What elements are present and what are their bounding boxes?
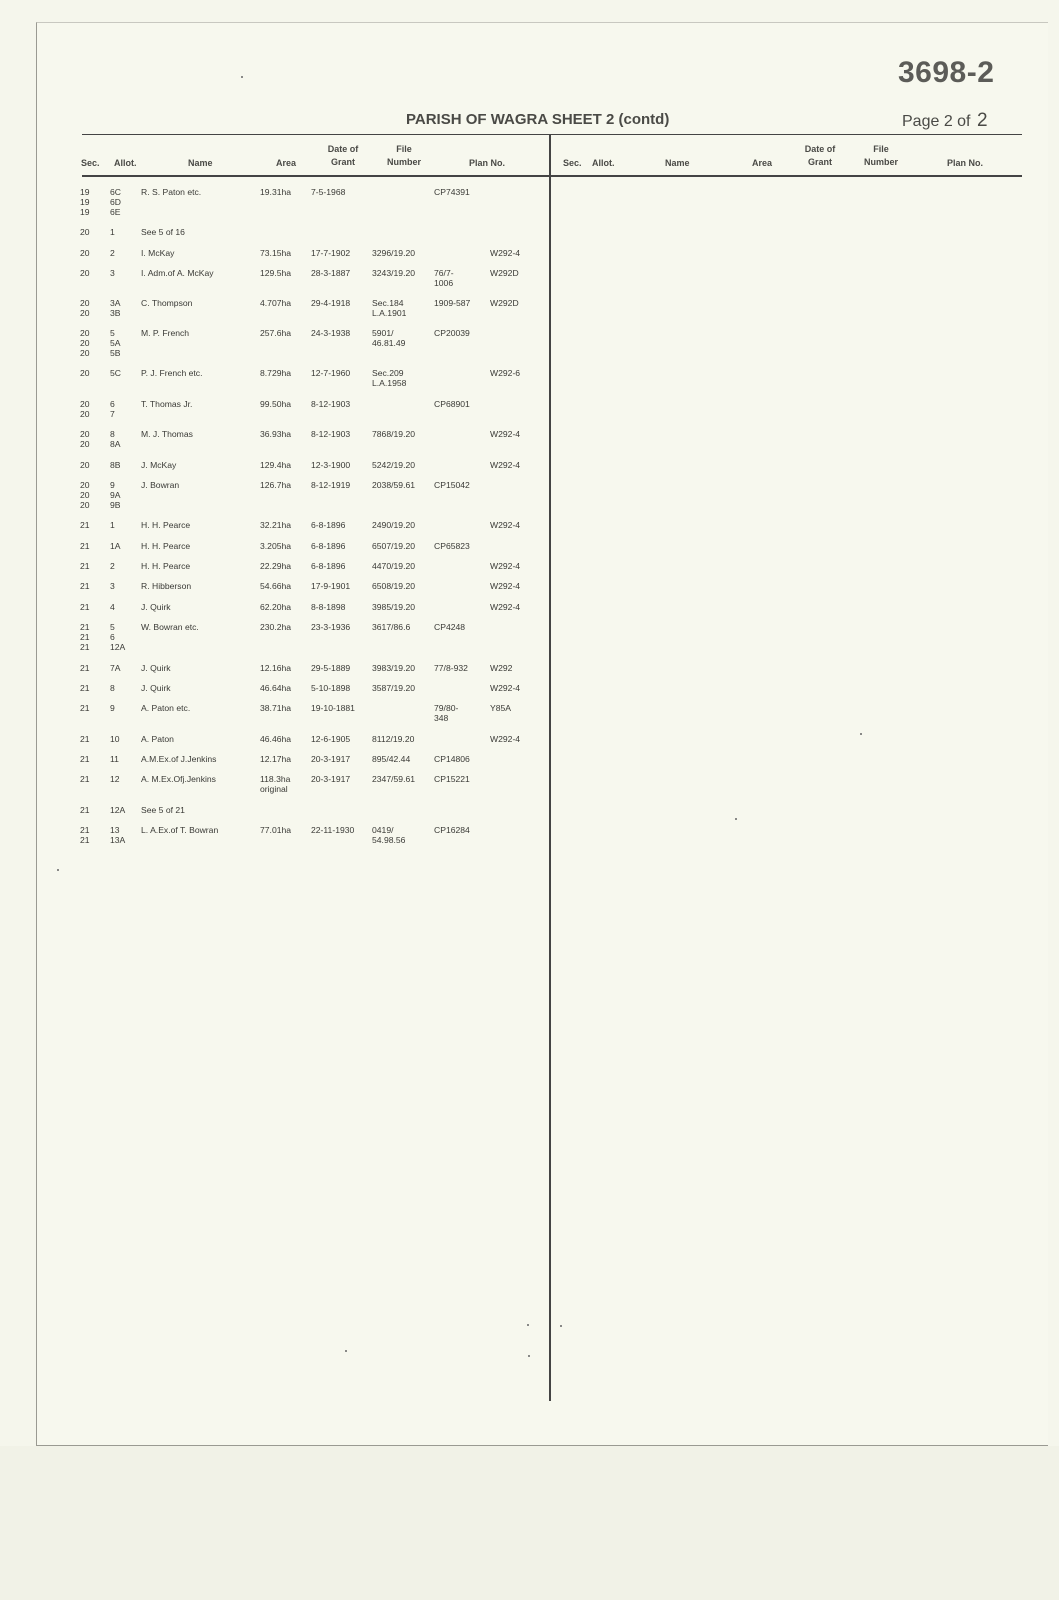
cell-allot: 5 5A 5B [110,328,121,358]
cell-sec: 20 20 [80,298,90,318]
header-plan-no-right: Plan No. [947,158,984,168]
cell-allot: 3A 3B [110,298,121,318]
header-allot: Allot. [114,158,137,168]
cell-date: 22-11-1930 [311,825,355,835]
cell-sec: 20 [80,268,90,278]
cell-plan-secondary: W292-4 [490,561,521,571]
cell-name: L. A.Ex.of T. Bowran [141,825,219,835]
cell-plan-secondary: W292 [490,663,513,673]
cell-name: See 5 of 16 [141,227,185,237]
cell-area: 3.205ha [260,541,292,551]
cell-sec: 21 [80,754,90,764]
cell-area: 12.16ha [260,663,292,673]
cell-area: 99.50ha [260,399,292,409]
cell-allot: 11 [110,754,119,764]
scan-speck [57,869,59,871]
cell-area: 46.46ha [260,734,292,744]
cell-sec: 20 20 20 [80,328,90,358]
cell-name: J. Quirk [141,663,171,673]
cell-name: H. H. Pearce [141,520,191,530]
cell-date: 24-3-1938 [311,328,351,338]
cell-plan: CP16284 [434,825,470,835]
cell-allot: 2 [110,248,115,258]
cell-allot: 6C 6D 6E [110,187,121,217]
cell-allot: 3 [110,581,115,591]
header-file-line1: File [396,144,412,154]
cell-file: 3617/86.6 [372,622,411,632]
cell-file: 7868/19.20 [372,429,416,439]
cell-file: 3983/19.20 [372,663,416,673]
cell-name: A. M.Ex.Ofj.Jenkins [141,774,216,784]
scan-speck [735,818,737,820]
cell-sec: 21 21 [80,825,90,845]
cell-name: J. McKay [141,460,177,470]
cell-file: 5242/19.20 [372,460,416,470]
page-total: 2 [976,110,988,131]
cell-allot: 9 [110,703,115,713]
cell-file: 3587/19.20 [372,683,416,693]
cell-name: A. Paton etc. [141,703,191,713]
cell-file: 0419/ 54.98.56 [372,825,406,845]
cell-plan: CP15042 [434,480,470,490]
cell-file: 3243/19.20 [372,268,416,278]
page-indicator [902,110,988,132]
cell-plan: CP15221 [434,774,470,784]
header-file-line2-right: Number [863,157,898,167]
cell-date: 20-3-1917 [311,774,351,784]
cell-area: 118.3ha original [260,774,291,794]
cell-sec: 21 [80,805,90,815]
cell-area: 46.64ha [260,683,292,693]
cell-name: M. J. Thomas [141,429,193,439]
cell-plan-secondary: W292-4 [490,520,521,530]
cell-allot: 12A [110,805,126,815]
header-file-number [379,143,429,169]
scan-speck [560,1325,562,1327]
cell-plan: CP20039 [434,328,470,338]
cell-sec: 21 [80,683,90,693]
header-date-line2-right: Grant [807,157,832,167]
cell-plan-secondary: W292-4 [490,460,521,470]
cell-area: 73.15ha [260,248,292,258]
header-bottom-rule [82,175,1022,177]
cell-file: 8112/19.20 [372,734,415,744]
scan-speck [527,1324,529,1326]
cell-name: J. Bowran [141,480,180,490]
cell-file: 6507/19.20 [372,541,416,551]
cell-date: 17-7-1902 [311,248,351,258]
cell-date: 5-10-1898 [311,683,351,693]
cell-name: A.M.Ex.of J.Jenkins [141,754,217,764]
page-title: PARISH OF WAGRA SHEET 2 (contd) [406,111,670,128]
cell-allot: 9 9A 9B [110,480,121,510]
cell-plan-secondary: W292-6 [490,368,521,378]
cell-date: 23-3-1936 [311,622,351,632]
cell-date: 6-8-1896 [311,520,346,530]
cell-file: 2038/59.61 [372,480,416,490]
cell-plan-secondary: W292D [490,298,519,308]
header-file-line2: Number [386,157,421,167]
cell-date: 28-3-1887 [311,268,351,278]
cell-sec: 20 [80,368,90,378]
cell-allot: 1 [110,520,115,530]
cell-sec: 21 [80,734,90,744]
header-allot-right: Allot. [592,158,615,168]
cell-plan: 76/7- 1006 [434,268,454,288]
cell-name: I. McKay [141,248,175,258]
cell-name: T. Thomas Jr. [141,399,193,409]
cell-sec: 20 20 [80,399,90,419]
cell-plan: 1909-587 [434,298,471,308]
cell-plan-secondary: W292-4 [490,429,521,439]
cell-plan-secondary: W292-4 [490,734,521,744]
cell-plan-secondary: W292-4 [490,602,521,612]
cell-name: P. J. French etc. [141,368,203,378]
cell-file: Sec.209 L.A.1958 [372,368,407,388]
header-date-of-grant [318,143,368,169]
cell-file: 3296/19.20 [372,248,416,258]
cell-date: 29-5-1889 [311,663,351,673]
cell-plan: CP74391 [434,187,470,197]
cell-file: 5901/ 46.81.49 [372,328,406,348]
cell-plan-secondary: W292-4 [490,683,521,693]
cell-date: 29-4-1918 [311,298,351,308]
cell-date: 6-8-1896 [311,541,346,551]
cell-date: 12-3-1900 [311,460,351,470]
cell-area: 22.29ha [260,561,292,571]
cell-sec: 20 20 20 [80,480,90,510]
cell-sec: 20 [80,248,90,258]
cell-allot: 5 6 12A [110,622,126,652]
cell-date: 12-6-1905 [311,734,351,744]
cell-sec: 21 [80,541,90,551]
cell-allot: 8B [110,460,121,470]
cell-plan-secondary: W292D [490,268,519,278]
cell-allot: 1 [110,227,115,237]
header-date-line1-right: Date of [804,144,836,154]
header-top-rule [82,134,1022,135]
cell-allot: 8 [110,683,115,693]
cell-date: 8-12-1903 [311,429,351,439]
cell-area: 12.17ha [260,754,292,764]
column-divider [549,135,551,1401]
cell-allot: 7A [110,663,121,673]
cell-date: 20-3-1917 [311,754,351,764]
scan-lower-margin [0,1446,1059,1600]
header-sec-right: Sec. [563,158,582,168]
header-file-line1-right: File [873,144,889,154]
cell-allot: 6 7 [110,399,115,419]
cell-file: 2490/19.20 [372,520,416,530]
cell-date: 8-12-1903 [311,399,351,409]
cell-sec: 21 [80,602,90,612]
cell-name: R. Hibberson [141,581,192,591]
cell-sec: 21 21 21 [80,622,90,652]
header-date-line1: Date of [327,144,359,154]
cell-area: 54.66ha [260,581,292,591]
cell-plan: CP14806 [434,754,470,764]
cell-date: 19-10-1881 [311,703,355,713]
cell-sec: 20 [80,460,90,470]
cell-sec: 21 [80,774,90,784]
cell-sec: 20 20 [80,429,90,449]
cell-sec: 21 [80,520,90,530]
cell-area: 38.71ha [260,703,292,713]
cell-file: 6508/19.20 [372,581,416,591]
cell-plan-secondary: W292-4 [490,581,521,591]
cell-area: 62.20ha [260,602,292,612]
scan-speck [241,76,243,78]
cell-allot: 3 [110,268,115,278]
scan-speck [528,1355,530,1357]
cell-area: 77.01ha [260,825,292,835]
cell-name: I. Adm.of A. McKay [141,268,214,278]
cell-allot: 2 [110,561,115,571]
cell-sec: 20 [80,227,90,237]
cell-plan-secondary: W292-4 [490,248,521,258]
cell-file: 2347/59.61 [372,774,416,784]
cell-area: 32.21ha [260,520,292,530]
cell-plan: 77/8-932 [434,663,468,673]
cell-allot: 10 [110,734,120,744]
cell-plan: CP4248 [434,622,466,632]
cell-name: H. H. Pearce [141,561,191,571]
cell-name: W. Bowran etc. [141,622,199,632]
header-date-of-grant-right [795,143,845,169]
cell-name: C. Thompson [141,298,193,308]
cell-file: 4470/19.20 [372,561,416,571]
cell-area: 126.7ha [260,480,292,490]
cell-plan: CP68901 [434,399,470,409]
cell-date: 8-12-1919 [311,480,351,490]
cell-name: M. P. French [141,328,190,338]
cell-name: J. Quirk [141,602,171,612]
cell-area: 36.93ha [260,429,292,439]
cell-file: 3985/19.20 [372,602,416,612]
header-area-right: Area [752,158,773,168]
cell-area: 129.5ha [260,268,292,278]
cell-allot: 4 [110,602,115,612]
cell-date: 12-7-1960 [311,368,351,378]
cell-allot: 8 8A [110,429,121,449]
cell-allot: 12 [110,774,120,784]
cell-file: Sec.184 L.A.1901 [372,298,407,318]
cell-plan: CP65823 [434,541,470,551]
document-sheet [36,22,1048,1446]
cell-area: 4.707ha [260,298,292,308]
page-prefix: Page 2 of [902,113,971,130]
cell-area: 129.4ha [260,460,292,470]
cell-date: 8-8-1898 [311,602,346,612]
header-date-line2: Grant [330,157,355,167]
cell-file: 895/42.44 [372,754,411,764]
header-area: Area [276,158,297,168]
cell-area: 8.729ha [260,368,292,378]
scan-speck [860,733,862,735]
cell-date: 17-9-1901 [311,581,351,591]
scan-speck [345,1350,347,1352]
cell-date: 7-5-1968 [311,187,346,197]
cell-plan: 79/80- 348 [434,703,459,723]
cell-name: H. H. Pearce [141,541,191,551]
cell-name: J. Quirk [141,683,171,693]
cell-sec: 21 [80,561,90,571]
cell-area: 19.31ha [260,187,292,197]
header-name-right: Name [665,158,690,168]
header-name: Name [188,158,213,168]
cell-plan-secondary: Y85A [490,703,512,713]
header-sec: Sec. [81,158,100,168]
cell-name: See 5 of 21 [141,805,185,815]
cell-allot: 5C [110,368,121,378]
reference-number: 3698-2 [898,56,995,89]
cell-name: A. Paton [141,734,174,744]
cell-sec: 21 [80,703,90,713]
cell-sec: 21 [80,663,90,673]
cell-sec: 21 [80,581,90,591]
cell-allot: 13 13A [110,825,126,845]
header-file-number-right [856,143,906,169]
cell-allot: 1A [110,541,121,551]
cell-area: 257.6ha [260,328,292,338]
cell-sec: 19 19 19 [80,187,90,217]
header-plan-no: Plan No. [469,158,506,168]
cell-name: R. S. Paton etc. [141,187,202,197]
cell-date: 6-8-1896 [311,561,346,571]
cell-area: 230.2ha [260,622,292,632]
